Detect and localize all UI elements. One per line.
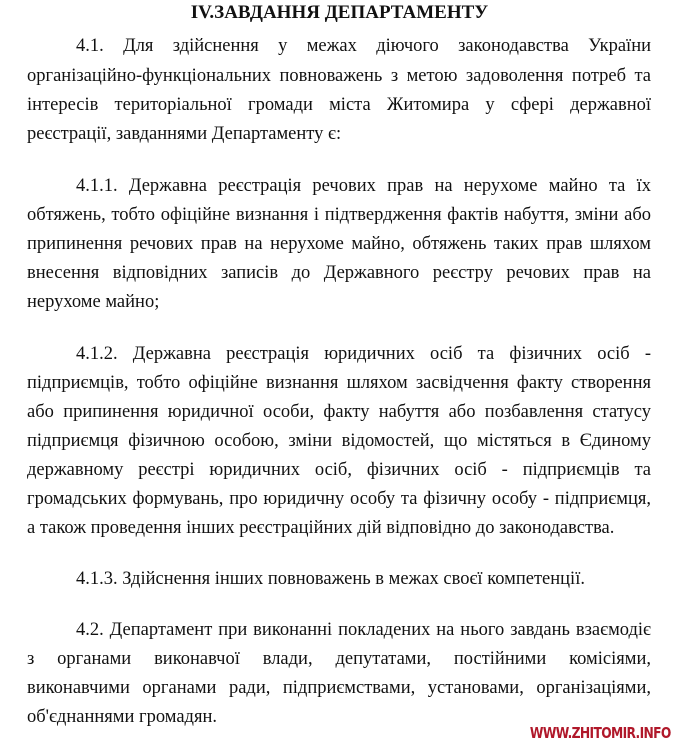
text-line: державному реєстрі юридичних осіб, фізичних осіб - підприємців та xyxy=(27,460,651,480)
text-line: реєстрації, завданнями Департаменту є: xyxy=(27,124,342,144)
text-line: обтяжень, тобто офіційне визнання і підтвердження фактів набуття, зміни або xyxy=(27,205,651,225)
text-line: виконавчими органами ради, підприємствами, установами, організаціями, xyxy=(27,678,651,698)
text-line: припинення речових прав на нерухоме майно, обтяжень таких прав шляхом xyxy=(27,234,651,254)
text-line: підприємця фізичною особою, зміни відомостей, що містяться в Єдиному xyxy=(27,431,651,451)
text-line: підприємців, тобто офіційне визнання шляхом засвідчення факту створення xyxy=(27,373,651,393)
text-line: 4.1.2. Державна реєстрація юридичних осіб та фізичних осіб - xyxy=(76,344,651,364)
site-watermark: WWW.ZHITOMIR.INFO xyxy=(530,724,671,742)
text-line: об'єднаннями громадян. xyxy=(27,707,217,727)
text-line: з органами виконавчої влади, депутатами, постійними комісіями, xyxy=(27,649,651,669)
text-line: 4.1.3. Здійснення інших повноважень в межах своєї компетенції. xyxy=(76,569,585,589)
text-line: громадських формувань, про юридичну особу та фізичну особу - підприємця, xyxy=(27,489,651,509)
section-title: IV.ЗАВДАННЯ ДЕПАРТАМЕНТУ xyxy=(190,2,489,23)
text-line: або припинення юридичної особи, факту набуття або позбавлення статусу xyxy=(27,402,651,422)
text-line: нерухоме майно; xyxy=(27,292,160,312)
text-line: внесення відповідних записів до Державного реєстру речових прав на xyxy=(27,263,651,283)
text-line: інтересів територіальної громади міста Житомира у сфері державної xyxy=(27,95,651,115)
text-line: 4.2. Департамент при виконанні покладених на нього завдань взаємодіє xyxy=(76,620,651,640)
text-line: 4.1. Для здійснення у межах діючого законодавства України xyxy=(76,36,651,56)
text-line: організаційно-функціональних повноважень з метою задоволення потреб та xyxy=(27,66,651,86)
text-line: а також проведення інших реєстраційних дій відповідно до законодавства. xyxy=(27,518,615,538)
text-line: 4.1.1. Державна реєстрація речових прав на нерухоме майно та їх xyxy=(76,176,651,196)
